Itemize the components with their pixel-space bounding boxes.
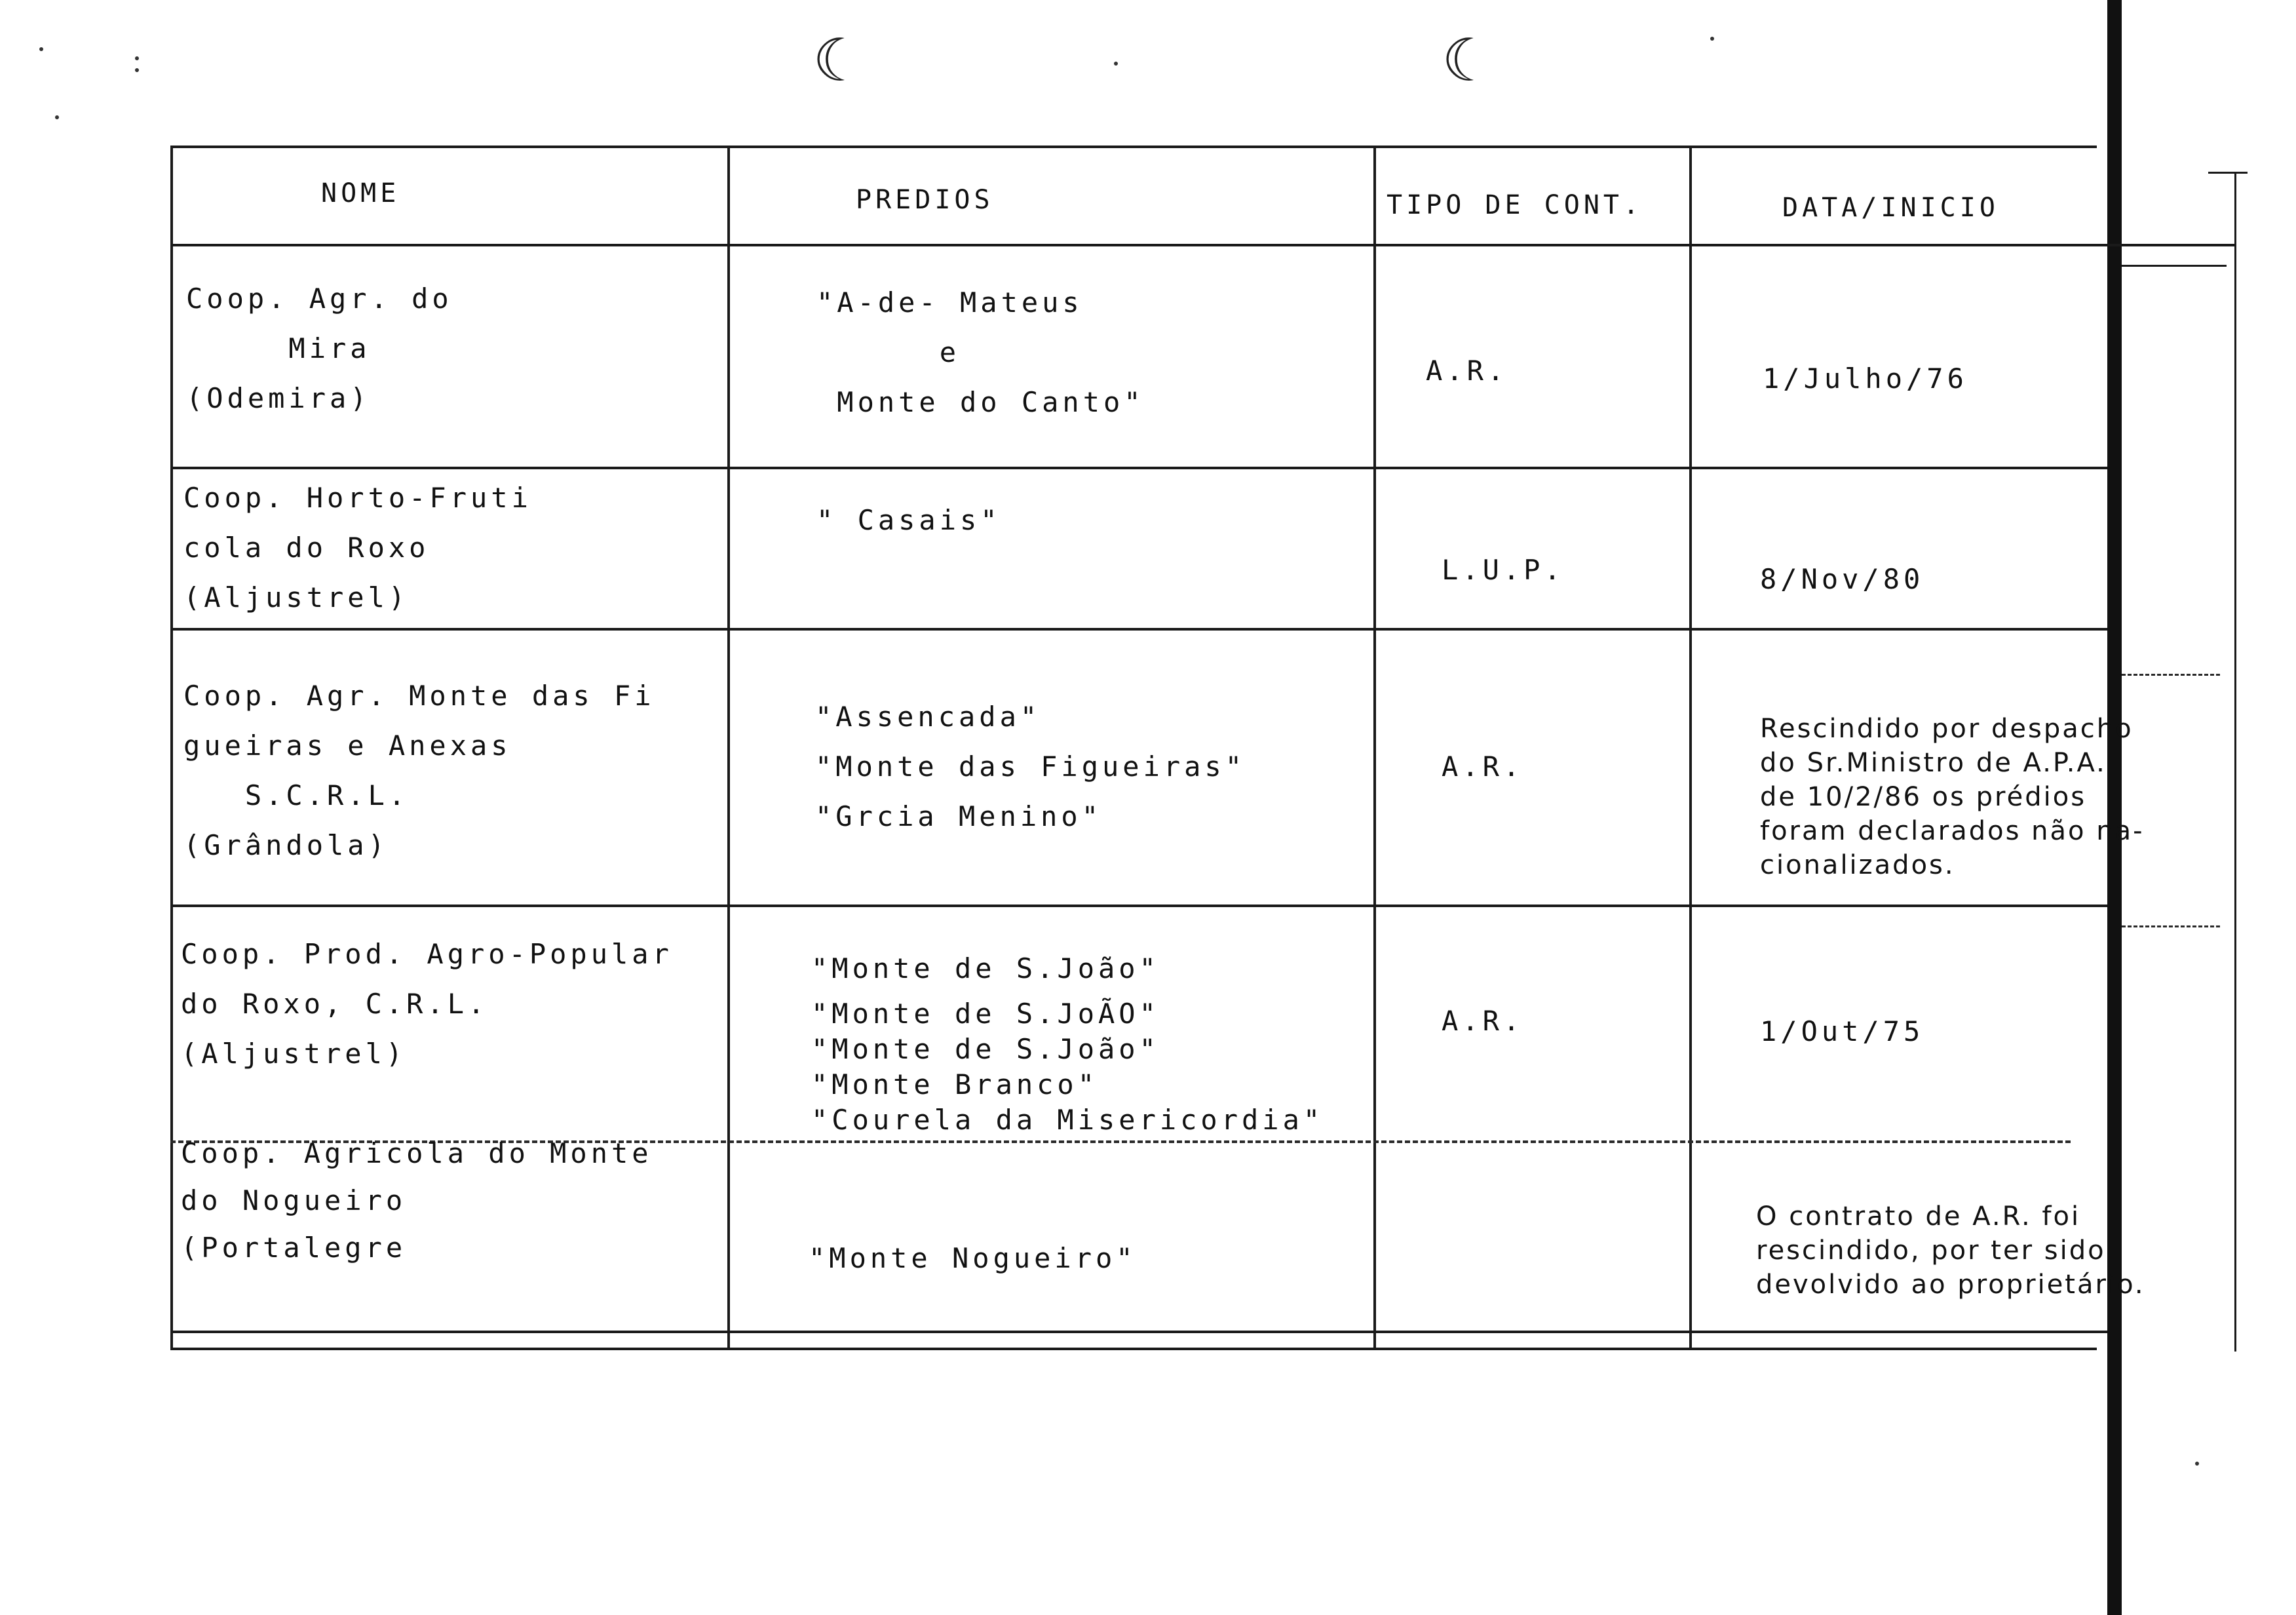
row-4-predios-rest: "Monte de S.JoÃO" "Monte de S.João" "Monte Branco" "Courela da Misericordia" (811, 998, 1324, 1136)
row-4-predios-first: "Monte de S.João" (811, 952, 1160, 984)
row-1-data: 1/Julho/76 (1763, 362, 1968, 395)
header-divider (170, 244, 2234, 246)
column-divider-2 (1373, 146, 1376, 1350)
bracket-line (2234, 172, 2236, 1352)
row-divider-2 (170, 628, 2107, 631)
row-stub (2122, 925, 2220, 927)
scan-speck (55, 115, 59, 119)
scan-speck (1710, 37, 1714, 41)
row-5-nome: Coop. Agricola do Monte do Nogueiro (Portalegre (181, 1137, 653, 1264)
scan-speck (135, 56, 139, 60)
header-tipo: TIPO DE CONT. (1387, 190, 1643, 220)
row-divider-3 (170, 905, 2107, 907)
table-bottom (170, 1331, 2107, 1333)
row-5-data: O contrato de A.R. foi rescindido, por ter sido devolvido ao proprietário. (1756, 1201, 2145, 1300)
bracket-top (2208, 172, 2248, 174)
punch-mark-left: ☾ (813, 26, 866, 95)
row-2-nome: Coop. Horto-Fruti cola do Roxo (Aljustrel) (183, 482, 532, 613)
punch-mark-right: ☾ (1442, 26, 1495, 95)
row-2-predios: " Casais" (816, 504, 1001, 536)
header-data: DATA/INICIO (1782, 193, 1999, 223)
row-stub (2122, 265, 2227, 267)
scan-speck (39, 47, 43, 51)
row-1-predios: "A-de- Mateus e Monte do Canto" (816, 286, 1145, 418)
row-2-tipo: L.U.P. (1442, 554, 1565, 586)
scan-speck (2195, 1462, 2199, 1466)
row-divider-1 (170, 467, 2107, 469)
row-1-nome: Coop. Agr. do Mira (Odemira) (186, 282, 453, 414)
row-3-tipo: A.R. (1442, 750, 1524, 783)
row-2-data: 8/Nov/80 (1760, 563, 1924, 595)
header-predios: PREDIOS (856, 185, 994, 215)
row-3-predios: "Assencada" "Monte das Figueiras" "Grcia Menino" (815, 701, 1246, 832)
row-4-nome: Coop. Prod. Agro-Popular do Roxo, C.R.L. (Aljustrel) (181, 938, 673, 1070)
column-divider-3 (1689, 146, 1692, 1350)
row-4-data: 1/Out/75 (1760, 1015, 1924, 1047)
row-stub (2122, 674, 2220, 676)
scan-speck (135, 68, 139, 72)
row-3-data: Rescindido por despacho do Sr.Ministro de A.P.A. de 10/2/86 os prédios foram declarados não na- cionalizados. (1760, 714, 2145, 880)
column-divider-1 (727, 146, 730, 1350)
row-1-tipo: A.R. (1426, 355, 1508, 387)
row-3-nome: Coop. Agr. Monte das Fi gueiras e Anexas S.C.R.L. (Grândola) (183, 680, 655, 861)
scan-speck (1114, 62, 1118, 66)
row-5-predios: "Monte Nogueiro" (809, 1242, 1137, 1274)
header-nome: NOME (321, 178, 400, 208)
row-4-tipo: A.R. (1442, 1005, 1524, 1037)
